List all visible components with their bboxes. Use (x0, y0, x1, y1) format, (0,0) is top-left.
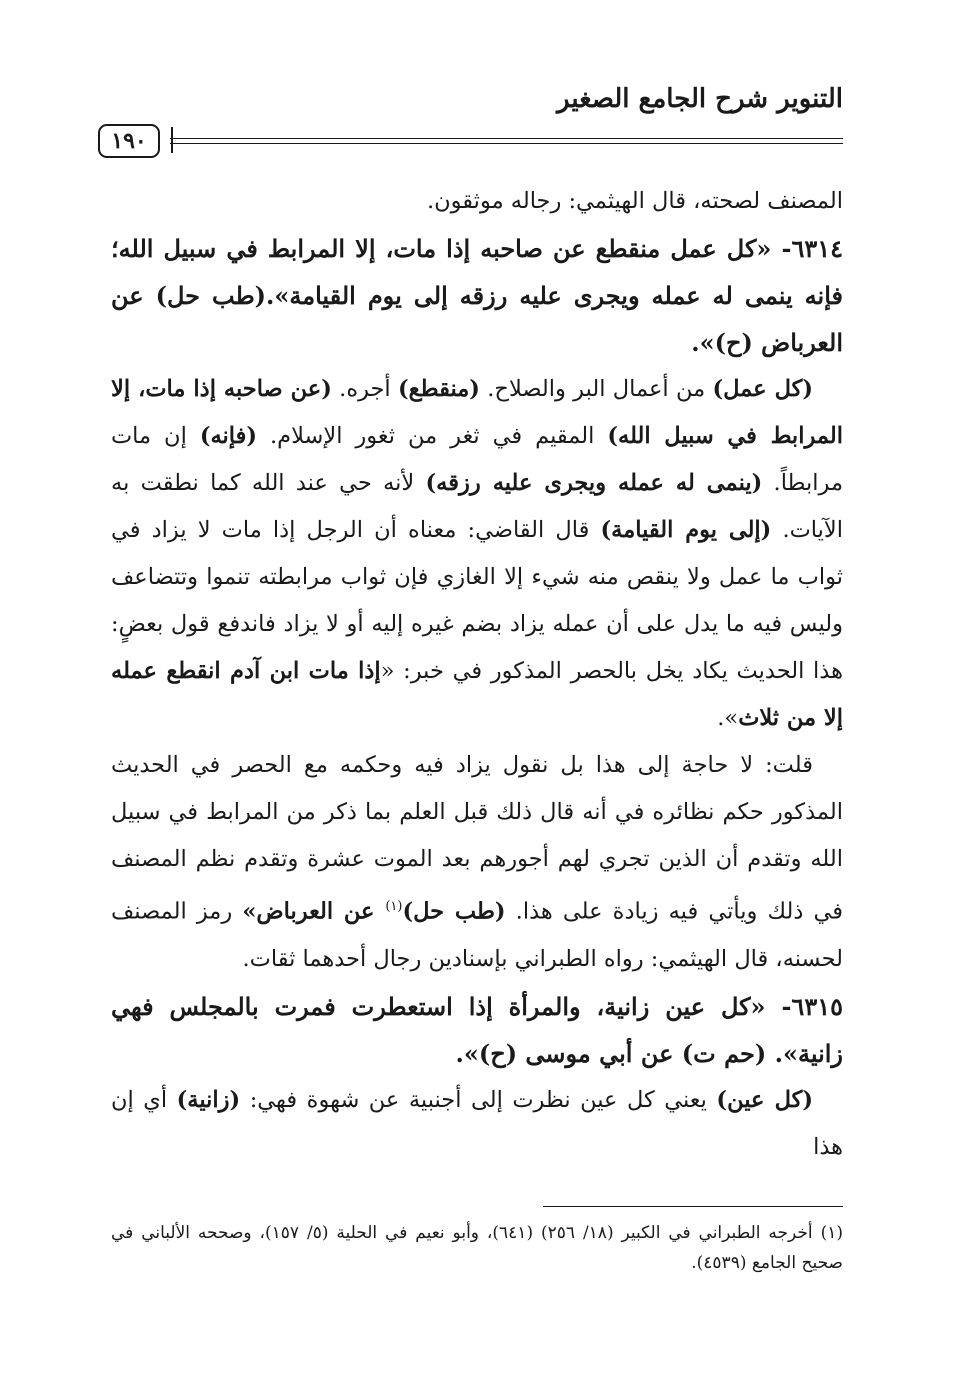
quoted-phrase: إذا مات ابن آدم انقطع عمله إلا من ثلاث (111, 658, 843, 731)
quoted-phrase: (منقطع) (398, 376, 480, 402)
footnotes (111, 1218, 843, 1278)
footnote-separator (543, 1206, 843, 1207)
commentary-text: قال القاضي: معناه أن الرجل إذا مات لا يزاد في ثواب ما عمل ولا ينقص منه شيء إلا الغازي فإن ثواب مرابطته تنموا وتتضاعف وليس فيه ما يدل على أن عمله يزاد بضم غيره إليه أو لا يزاد فاندفع قول بعضٍ: هذا الحديث يكاد يخل بالحصر المذكور في خبر: « (111, 517, 843, 684)
commentary-6315 (111, 1077, 843, 1171)
header-double-rule (170, 138, 843, 144)
main-text (111, 178, 843, 1171)
commentary-text: أي إن هذا (111, 1086, 843, 1160)
commentary-text: المقيم في ثغر من ثغور الإسلام. (257, 423, 608, 449)
commentary-text: يعني كل عين نظرت إلى أجنبية عن شهوة فهي: (240, 1086, 717, 1113)
quoted-phrase: (فإنه) (199, 423, 258, 449)
commentary-text: قلت: لا حاجة إلى هذا بل نقول يزاد فيه وحكمه مع الحصر في الحديث المذكور حكم نظائره في أنه قال ذلك قبل العلم بما ذكر من المرابط في سبيل الله وتقدم أن الذين تجري لهم أجورهم بعد الموت عشرة وتقدم نظم المصنف في ذلك ويأتي فيه زيادة على هذا. (111, 752, 844, 925)
commentary-6314 (111, 366, 843, 742)
commentary-6314-cont (111, 742, 843, 983)
footnote-1: (١) أخرجه الطبراني في الكبير (١٨/ ٢٥٦) (٦٤١)، وأبو نعيم في الحلية (٥/ ١٥٧)، وصححه الألباني في صحيح الجامع (٤٥٣٩). (111, 1223, 843, 1273)
commentary-text: إن مات مرابطاً. (111, 423, 843, 496)
page-number-bracket (162, 127, 173, 153)
hadith-6314 (111, 225, 843, 366)
hadith-number: ٦٣١٤- (771, 234, 843, 263)
source-abbrev: (طب حل) (402, 898, 506, 925)
hadith-number: ٦٣١٥- (765, 991, 843, 1021)
page-number: ١٩٠ (98, 124, 160, 158)
quoted-phrase: (ينمى له عمله ويجرى عليه رزقه) (425, 470, 763, 496)
hadith-text: «كل عمل منقطع عن صاحبه إذا مات، إلا المرابط في سبيل الله؛ فإنه ينمى له عمله ويجرى عليه رزقه إلى يوم القيامة».(طب حل) عن العرباض (ح)». (111, 234, 843, 357)
quoted-phrase: (عن صاحبه إذا مات، إلا المرابط في سبيل الله) (111, 376, 843, 449)
commentary-text: ». (717, 705, 739, 731)
paragraph-continuation: المصنف لصحته، قال الهيثمي: رجاله موثقون. (427, 188, 843, 214)
hadith-6315 (111, 983, 843, 1077)
source-abbrev: عن العرباض» (242, 898, 386, 925)
quoted-phrase: (إلى يوم القيامة) (600, 517, 772, 543)
commentary-text: من أعمال البر والصلاح. (479, 376, 713, 402)
quoted-phrase: (زانية) (176, 1086, 241, 1113)
hadith-text: «كل عين زانية، والمرأة إذا استعطرت فمرت بالمجلس فهي زانية». (حم ت) عن أبي موسى (ح)». (111, 991, 843, 1068)
commentary-text: أجره. (331, 376, 398, 402)
quoted-phrase: (كل عين) (716, 1086, 813, 1113)
footnote-marker: (١) (385, 899, 403, 914)
commentary-text: رمز المصنف لحسنه، قال الهيثمي: رواه الطبراني بإسنادين رجال أحدهما ثقات. (111, 898, 843, 972)
commentary-text: لأنه حي عند الله كما نطقت به الآيات. (111, 470, 844, 543)
running-title: التنوير شرح الجامع الصغير (557, 84, 843, 114)
quoted-phrase: (كل عمل) (712, 376, 813, 402)
